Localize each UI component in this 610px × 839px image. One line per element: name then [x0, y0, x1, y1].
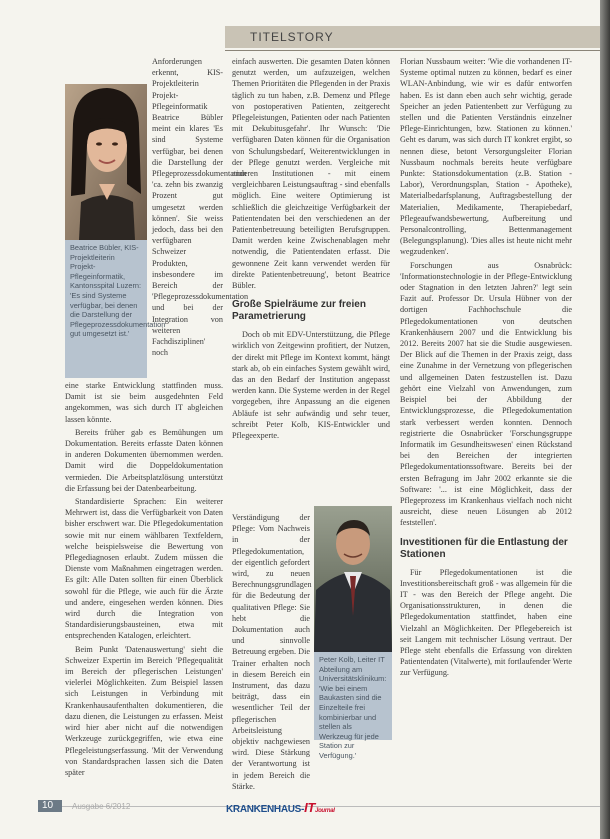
logo-it-text: IT	[304, 800, 316, 815]
paragraph: Für Pflegedokumentationen ist die Investitionsbereitschaft groß - was allgemein für die IT - was den Bereich der Pflege angeht. Die Organisationsstrukturen, in denen die Pflegedokumentation stattfindet, haben eine Vielzahl an Möglichkeiten. Der Pflegebereich ist seit Langem mit technischer Lösung vertraut. Der Pflege steht ebenfalls die Erfassung von direkten Patientendaten (Vitalwerte), mit fortlaufender Werte zur Verfügung.	[400, 567, 572, 678]
column-2-text	[232, 56, 390, 510]
paragraph: Standardisierte Sprachen: Ein weiterer Mehrwert ist, dass die Verfügbarkeit von Daten bisher erschwert war. Die Pflegedokumentation sowie mit nur einem wählbaren Textfeldern, welche beispielsweise die Bewertung von Pflegediagnosen erlaubt. Zudem müssen die Dienste vom Maßnahmen eingetragen werden. Es gilt: Alle Daten sollten für einen Überblick sowohl für die Pflege, wie auch für die Ärzte und andere, eingesehen werden können. Dies wird durch die Integration von Standardisierungsbausteinen, etwa mit entsprechenden Katalogen, erleichtert.	[65, 497, 223, 641]
column-1-side-text	[152, 56, 249, 360]
paragraph: einfach auswerten. Die gesamten Daten können genutzt werden, um aufzuzeigen, welchen Themen Prioritäten die Pflegenden in der Praxis täglich zu tun haben, z.B. Demenz und Pflege von postoperativen Patienten, zeitgerecht Pflegeleistungen, Patienten oder nach Patienten mit Dekubitusgefahr'. Ihr Wunsch: 'Die verfügbaren Daten können für die Organisation von Schulungsbedarf, Weiterentwicklungen in der Pflege genutzt werden. Vergleiche mit anderen Institutionen - mit einem vergleichbaren Leistungsauftrag - sind ebenfalls möglich. Eine weitere Optimierung ist schließlich die gleichzeitige Verfügbarkeit der Patientendaten bei den verschiedenen an der Patientenbetreuung beteiligten Berufsgruppen. Damit werden keine Zwischenablagen mehr notwendig, die Patientendaten erfasst. Die gewonnene Zeit kann verwendet werden für direkte Patientenbetreuung', betont Beatrice Bübler.	[232, 57, 390, 291]
section-title: TITELSTORY	[250, 30, 334, 44]
column-1-text	[65, 380, 223, 790]
page-number: 10	[42, 800, 54, 811]
caption-peter-kolb: Peter Kolb, Leiter IT Abteilung am Universitätsklinikum: 'Wie bei einem Baukasten sind die Einzelteile frei kombinierbar und stellen als Werkzeug für jede Station zur Verfügung.'	[314, 652, 392, 740]
paragraph: Beim Punkt 'Datenauswertung' sieht die Schweizer Expertin im Bereich 'Pflegequalität im Bereich der pflegerischen Leistungen' vielerlei Möglichkeiten. Zum Beispiel lassen sich Leistungen in Verbindung mit Krankenhausaufenthalten dokumentieren, die dazu dienen, die Leistungen zu erfassen. Meist wird hier aber nicht auf die notwendigen Werkzeuge zurückgegriffen, wie etwa eine Pflegeleistungserfassung. 'Mit der Verwendung von Standardsprachen lassen sich die Daten später	[65, 644, 223, 777]
portrait-image	[314, 506, 392, 652]
header-rule	[225, 50, 600, 51]
subheading-investitionen: Investitionen für die Entlastung der Stationen	[400, 536, 568, 560]
caption-beatrice-buebler: Beatrice Bübler, KIS-Projektleiterin Projekt-Pflegeinformatik, Kantonsspital Luzern: 'Es sind Systeme verfügbar, bei denen die Darstellung der Pflegeprozessdokumentation gut umgesetzt ist.'	[65, 240, 147, 378]
paragraph: Bereits früher gab es Bemühungen um Dokumentation. Bereits erfasste Daten können in anderen Dokumenten übernommen werden. Damit wird die Doppeldokumentation vermieden. Die Arbeitsplatzlösung unterstützt die Erfassung bei der Datenbearbeitung.	[65, 427, 223, 493]
subheading-spielraeume: Große Spielräume zur freien Parametrierung	[232, 299, 366, 323]
logo-main-text: KRANKENHAUS	[226, 804, 302, 815]
paragraph: Verständigung der Pflege: Vom Nachweis in der Pflegedokumentation, der eigentlich gefordert wird, zu neuen Berechnungsgrundlagen für die Bedeutung der qualitativen Pflege: Sie hebt die Dokumentation auch und sinnvolle Betreuung ergeben. Die Trainer erhalten noch in diesem Bereich ein Instrument, das dazu beiträgt, dass ein wesentlicher Teil der pflegerischen Arbeitsleistung objektiv nachgewiesen wird. Diese Stärkung der Verantwortung ist in jedem Bereich die Stärke.	[232, 513, 312, 791]
column-2-lower-text	[232, 512, 312, 791]
paragraph: eine starke Entwicklung stattfinden muss. Damit ist sie beim ausgedehnten Feld angekommen, was sich durch IT abgleichen lassen könnte.	[65, 381, 223, 424]
portrait-photo-peter-kolb	[314, 506, 392, 652]
issue-label: Ausgabe 6/2012	[72, 802, 131, 811]
portrait-image	[65, 84, 147, 240]
portrait-photo-beatrice-buebler	[65, 84, 147, 240]
magazine-logo: KRANKENHAUS-ITJournal	[226, 800, 335, 815]
logo-suffix-text: Journal	[315, 808, 335, 814]
page-binding-edge	[600, 0, 610, 839]
paragraph: Forschungen aus Osnabrück: 'Informationstechnologie in der Pflege-Entwicklung oder Stagnation in den letzten Jahren?' legt sein Fazit auf. Professor Dr. Ursula Hübner von der dortigen Fachhochschule die Pflegedokumentationen von deutschen Krankenhäusern 2007 und die Entwicklung bis 2012. Bereits 2007 hat sie die Studie ausgewiesen. Der Blick auf die Themen in der Praxis zeigt, dass eine Zunahme in der Vernetzung von pflegerischen und allgemeinen Daten festzustellen ist. Dazu gehört eine Vielzahl von Anwendungen, zum Beispiel bei der Abbildung der Entwicklungsprozesse, die Pflegedokumentation stark verbessert werden konnten. Dennoch registrierte die Osnabrücker 'Forschungsgruppe Informatik im Gesundheitswesen' einen Rückstand bei den Bereichen der integrierten Pflegedokumentationssoftware. Bereits bei der ersten Befragung im Jahr 2002 erkannte sie die Software: '... ist eine Möglichkeit, dass der Pflegeprozess im Krankenhaus vielfach noch nicht ausreicht, diese neuen Lösungen ab 2012 feststellen'.	[400, 260, 572, 528]
paragraph: Florian Nussbaum weiter: 'Wie die vorhandenen IT-Systeme optimal nutzen zu können, bedarf es einer WLAN-Anbindung, wie wir es dafür entworfen haben. Es ist dann eben auch sehr wichtig, gerade Speicher an jeden Patientenbett zur Verfügung zu stellen und die Patienten Verständnis einzelner Pflege-Einrichtungen, bzw. Stationen zu können.' Geht es darum, was sich durch IT konkret ergibt, so nennen diese, betont Versorgungsleiter Florian Nussbaum nochmals bereits heute verfügbare Punkte: Stationsdokumentation (z.B. Station - Labor), Verordnungsplan, Station - Apotheke), Materialbedarfsplanung, Auftragsbestellung der Materialien, Medikamente, Therapiebedarf, Pflegeaufwandsbewertung, Aufbereitung und Personalcontrolling, Bettenmanagement (Belegungsplanung). 'Dies alles ist heute nicht mehr wegzudenken'.	[400, 57, 572, 257]
paragraph: Anforderungen erkennt, KIS-Projektleiterin Projekt-Pflegeinformatik Beatrice Bübler meint ein klares 'Es sind Systeme verfügbar, bei denen die Darstellung der Pflegeprozessdokumentation 'ca. zehn bis zwanzig Prozent gut umgesetzt werden können'. Sie weiss jedoch, dass bei den verfügbaren Schweizer Produkten, insbesondere im Bereich der 'Pflegeprozessdokumentation und bei der Integration von weiteren Fachdisziplinen' noch	[152, 57, 249, 358]
column-3-text	[400, 56, 572, 790]
paragraph: Doch ob mit EDV-Unterstützung, die Pflege wirklich von Zeitgewinn profitiert, der Nutzen, der direkt mit Pflege im Kontext kommt, hängt stark ab, ob ein einfaches System gewählt wird, das an den Bedarf der Institution angepasst werden kann. Die Systeme werden in der Regel vorgegeben, ihre Anpassung an die eigenen Abläufe ist sehr aufwändig und sehr teuer, schreibt Peter Kolb, KIS-Entwickler und Pflegeexperte.	[232, 330, 390, 441]
